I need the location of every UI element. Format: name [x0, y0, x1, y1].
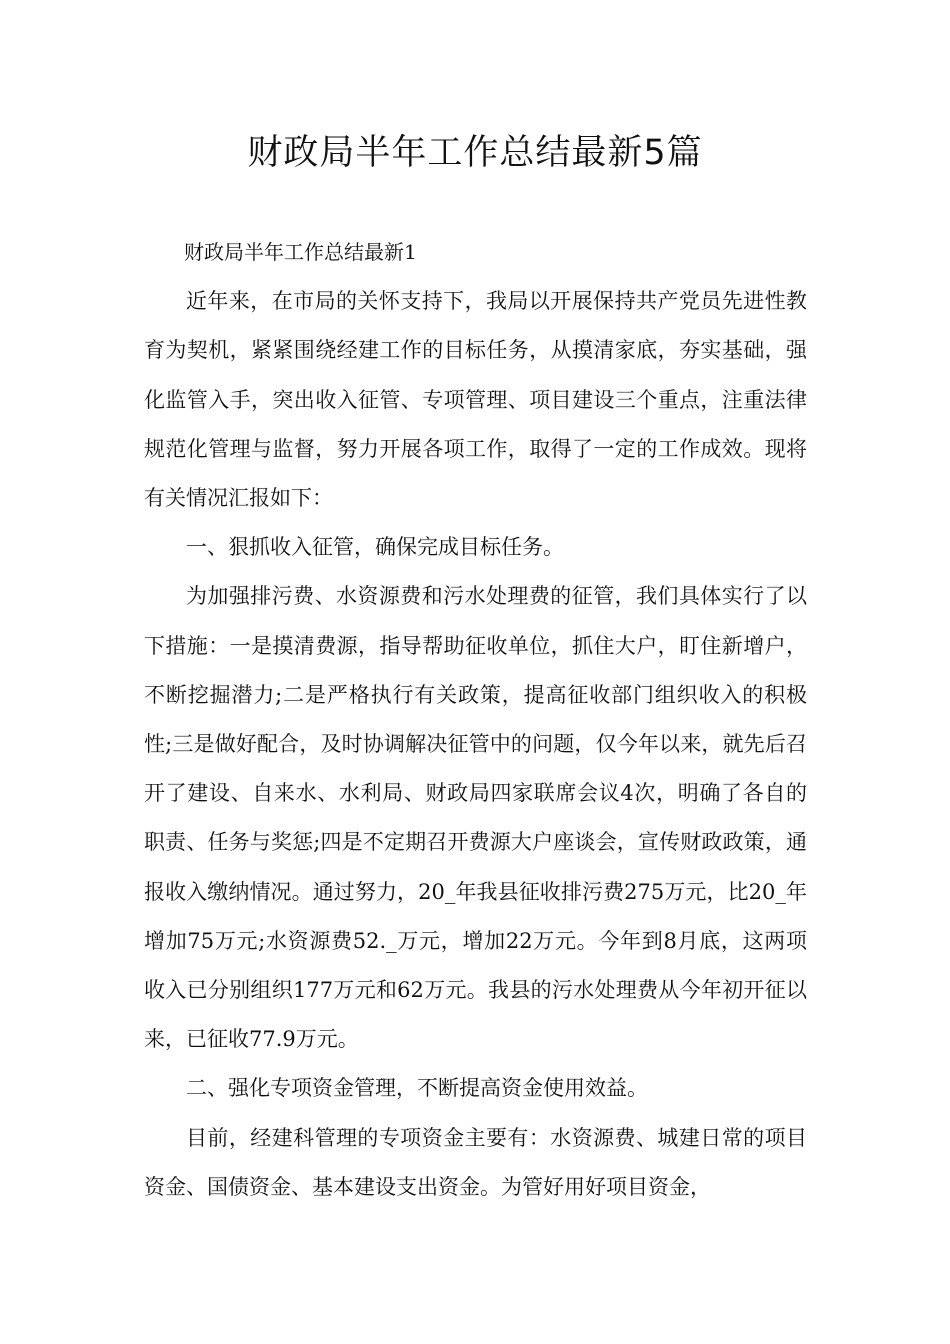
paragraph-intro: 近年来，在市局的关怀支持下，我局以开展保持共产党员先进性教育为契机，紧紧围绕经建工作的目标任务，从摸清家底，夯实基础，强化监管入手，突出收入征管、专项管理、项目建设三个重点，注重法律规范化管理与监督，努力开展各项工作，取得了一定的工作成效。现将有关情况汇报如下：	[144, 289, 807, 511]
section-heading: 财政局半年工作总结最新1	[184, 240, 417, 264]
paragraph-funds: 目前，经建科管理的专项资金主要有：水资源费、城建日常的项目资金、国债资金、基本建设支出资金。为管好用好项目资金，	[144, 1125, 807, 1199]
section-heading-2: 二、强化专项资金管理，不断提高资金使用效益。	[186, 1076, 648, 1101]
document-body	[144, 228, 807, 1212]
document-title: 财政局半年工作总结最新5篇	[247, 133, 703, 173]
section-heading-1: 一、狠抓收入征管，确保完成目标任务。	[186, 535, 564, 560]
paragraph-revenue: 为加强排污费、水资源费和污水处理费的征管，我们具体实行了以下措施：一是摸清费源，指导帮助征收单位，抓住大户，盯住新增户，不断挖掘潜力;二是严格执行有关政策，提高征收部门组织收入的积极性;三是做好配合，及时协调解决征管中的问题，仅今年以来，就先后召开了建设、自来水、水利局、财政局四家联席会议4次，明确了各自的职责、任务与奖惩;四是不定期召开费源大户座谈会，宣传财政政策，通报收入缴纳情况。通过努力，20_年我县征收排污费275万元，比20_年增加75万元;水资源费52._万元，增加22万元。今年到8月底，这两项收入已分别组织177万元和62万元。我县的污水处理费从今年初开征以来，已征收77.9万元。	[144, 584, 807, 1052]
